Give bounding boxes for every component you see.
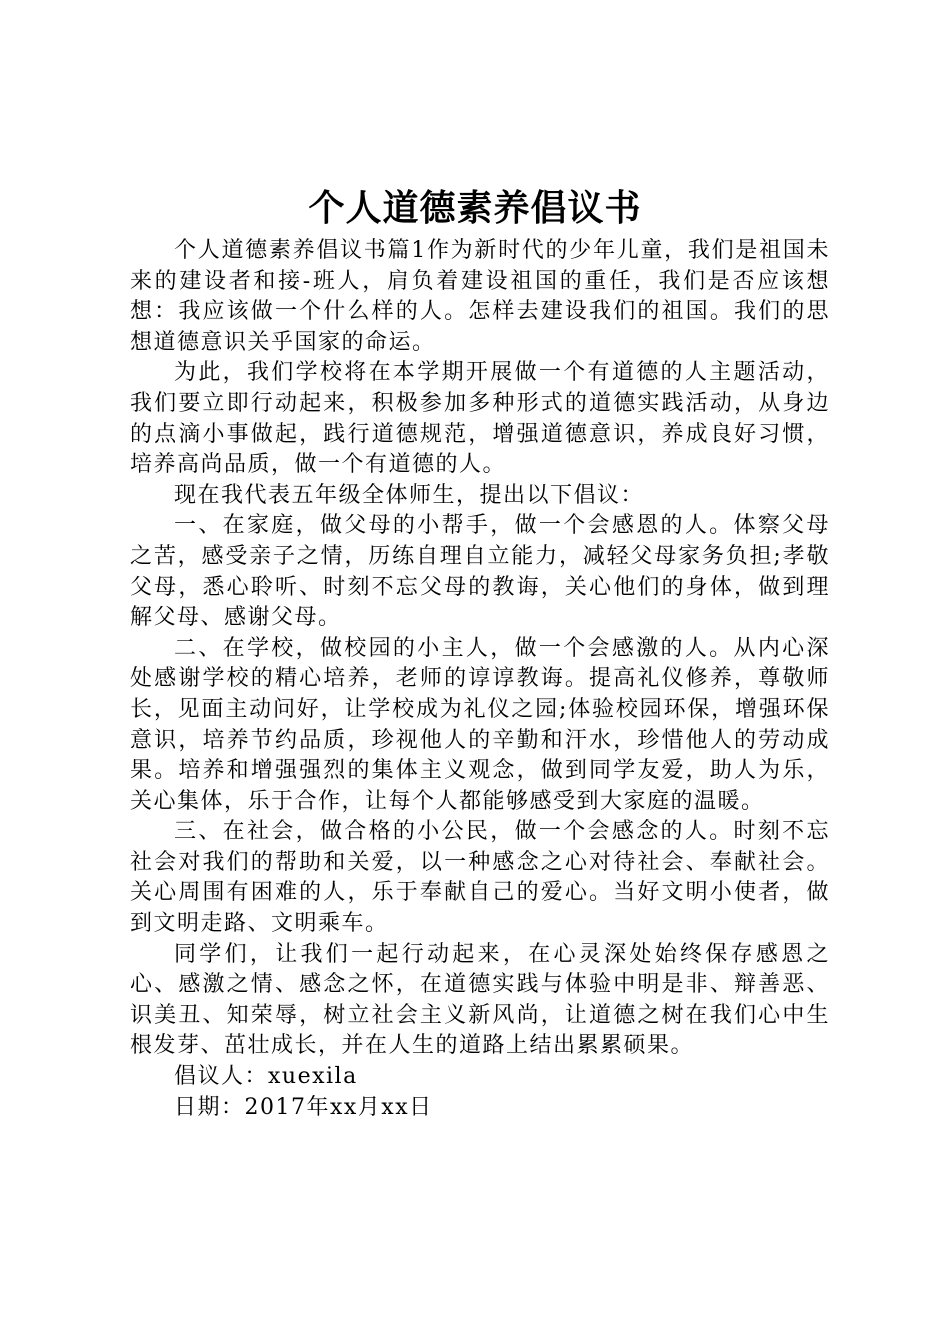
document-title: 个人道德素养倡议书 xyxy=(308,187,642,229)
paragraph-school: 二、在学校，做校园的小主人，做一个会感激的人。从内心深处感谢学校的精心培养，老师的谆谆教诲。提高礼仪修养，尊敬师长，见面主动问好，让学校成为礼仪之园;体验校园环保，增强环保意识，培养节约品质，珍视他人的辛勤和汗水，珍惜他人的劳动成果。培养和增强强烈的集体主义观念，做到同学友爱，助人为乐，关心集体，乐于合作，让每个人都能够感受到大家庭的温暖。 xyxy=(130,635,830,814)
document-body xyxy=(130,236,830,1123)
date-line: 日期：2017年xx月xx日 xyxy=(174,1094,433,1120)
paragraph-intro: 个人道德素养倡议书篇1作为新时代的少年儿童，我们是祖国未来的建设者和接-班人，肩负着建设祖国的重任，我们是否应该想想：我应该做一个什么样的人。怎样去建设我们的祖国。我们的思想道德意识关乎国家的命运。 xyxy=(130,238,830,355)
paragraph-family: 一、在家庭，做父母的小帮手，做一个会感恩的人。体察父母之苦，感受亲子之情，历练自理自立能力，减轻父母家务负担;孝敬父母，悉心聆听、时刻不忘父母的教诲，关心他们的身体，做到理解父母、感谢父母。 xyxy=(130,513,830,631)
paragraph-proposal-lead: 现在我代表五年级全体师生，提出以下倡议： xyxy=(174,482,645,508)
paragraph-society: 三、在社会，做合格的小公民，做一个会感念的人。时刻不忘社会对我们的帮助和关爱，以一种感念之心对待社会、奉献社会。关心周围有困难的人，乐于奉献自己的爱心。当好文明小使者，做到文明走路、文明乘车。 xyxy=(130,819,830,937)
paragraph-closing: 同学们，让我们一起行动起来，在心灵深处始终保存感恩之心、感激之情、感念之怀，在道德实践与体验中明是非、辩善恶、识美丑、知荣辱，树立社会主义新风尚，让道德之树在我们心中生根发芽、茁壮成长，并在人生的道路上结出累累硕果。 xyxy=(130,941,830,1059)
signature-line: 倡议人：xuexila xyxy=(174,1064,358,1090)
paragraph-activity: 为此，我们学校将在本学期开展做一个有道德的人主题活动，我们要立即行动起来，积极参加多种形式的道德实践活动，从身边的点滴小事做起，践行道德规范，增强道德意识，养成良好习惯，培养高尚品质，做一个有道德的人。 xyxy=(130,360,830,478)
